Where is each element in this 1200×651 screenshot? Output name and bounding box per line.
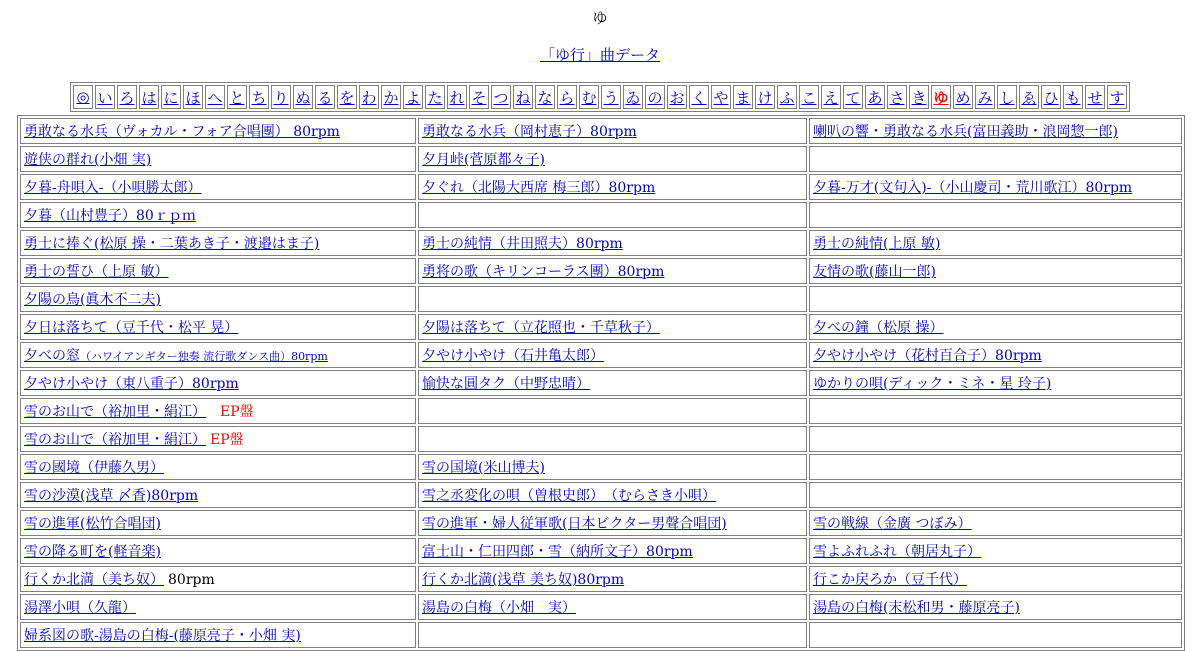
table-cell: [809, 146, 1182, 172]
song-link[interactable]: 湯澤小唄（久龍）: [24, 600, 136, 616]
table-row: [20, 230, 1182, 256]
kana-link[interactable]: す: [1107, 85, 1127, 109]
song-link[interactable]: 雪の進軍・婦人従軍歌(日本ビクター男聲合唱団): [422, 516, 727, 532]
song-link[interactable]: 夕暮（山村豊子）80ｒｐｍ: [24, 208, 196, 224]
table-row: [20, 594, 1182, 620]
table-cell: [20, 426, 416, 452]
kana-link[interactable]: ゆ: [931, 85, 951, 109]
table-cell: [20, 538, 416, 564]
table-row: [20, 398, 1182, 424]
table-cell: [20, 342, 416, 368]
subtitle: [0, 45, 1200, 65]
song-link[interactable]: 夕やけ小やけ（石井亀太郎）: [422, 348, 605, 364]
table-row: [20, 510, 1182, 536]
table-cell: [809, 594, 1182, 620]
kana-link[interactable]: き: [909, 85, 929, 109]
table-row: [20, 482, 1182, 508]
table-row: [20, 538, 1182, 564]
table-row: [20, 174, 1182, 200]
kana-link[interactable]: は: [139, 85, 159, 109]
table-cell: [809, 118, 1182, 144]
song-link[interactable]: 行くか北満(浅草 美ち奴)80rpm: [422, 572, 625, 588]
kana-link[interactable]: る: [315, 85, 335, 109]
table-cell: [418, 454, 807, 480]
kana-link[interactable]: へ: [205, 85, 225, 109]
kana-link[interactable]: う: [601, 85, 621, 109]
song-link[interactable]: 雪之丞変化の唄（曽根史郎） （むらさき小唄）: [422, 488, 717, 504]
kana-link[interactable]: こ: [799, 85, 819, 109]
table-cell: [809, 258, 1182, 284]
table-cell: [809, 510, 1182, 536]
song-link-note: （ハワイアンギター独奏 流行歌ダンス曲）80rpm: [80, 350, 328, 363]
song-link[interactable]: 夕やけ小やけ（東八重子）80rpm: [24, 376, 239, 392]
page-title: ゆ: [592, 9, 608, 27]
kana-link[interactable]: や: [711, 85, 731, 109]
kana-link[interactable]: の: [645, 85, 665, 109]
table-cell: [809, 454, 1182, 480]
table-cell: [20, 454, 416, 480]
table-cell: [418, 174, 807, 200]
song-link[interactable]: [24, 348, 328, 364]
kana-link[interactable]: ふ: [777, 85, 797, 109]
kana-link[interactable]: ほ: [183, 85, 203, 109]
table-cell: [20, 146, 416, 172]
table-row: [20, 118, 1182, 144]
subtitle-link[interactable]: 「ゆ行」曲データ: [539, 46, 660, 64]
song-link-title: 夕べの窓: [24, 348, 80, 364]
table-cell: [418, 510, 807, 536]
table-row: [20, 370, 1182, 396]
kana-link[interactable]: て: [843, 85, 863, 109]
song-link[interactable]: 勇士の純情（井田照夫）80rpm: [422, 236, 623, 252]
table-cell: [809, 426, 1182, 452]
table-cell: [418, 146, 807, 172]
table-row: [20, 454, 1182, 480]
kana-link[interactable]: ち: [249, 85, 269, 109]
speed-note: 80rpm: [168, 572, 215, 588]
kana-link[interactable]: ね: [513, 85, 533, 109]
song-link[interactable]: 雪の国境(米山博夫): [422, 460, 545, 476]
song-link[interactable]: 夕月峠(菅原都々子): [422, 152, 545, 168]
song-link[interactable]: 勇敢なる水兵（ヴォカル・フォア合唱團） 80rpm: [24, 124, 340, 140]
table-cell: [418, 482, 807, 508]
table-cell: [809, 370, 1182, 396]
song-link[interactable]: 湯島の白梅(末松和男・藤原亮子): [813, 600, 1020, 616]
kana-link[interactable]: そ: [469, 85, 489, 109]
song-link[interactable]: 喇叭の響・勇敢なる水兵(富田義助・浪岡惣一郎): [813, 124, 1118, 140]
kana-link[interactable]: ま: [733, 85, 753, 109]
table-cell: [809, 174, 1182, 200]
format-note: EP盤: [210, 432, 244, 448]
table-row: [20, 202, 1182, 228]
kana-link[interactable]: め: [953, 85, 973, 109]
table-cell: [809, 398, 1182, 424]
kana-link[interactable]: お: [667, 85, 687, 109]
song-table: [17, 115, 1185, 651]
table-cell: [418, 538, 807, 564]
song-link[interactable]: 婦系図の歌-湯島の白梅-(藤原亮子・小畑 実): [24, 628, 301, 644]
song-link[interactable]: 夕ぐれ（北陽大西席 梅三郎）80rpm: [422, 180, 656, 196]
kana-link[interactable]: ◎: [73, 85, 93, 109]
table-row: [20, 286, 1182, 312]
table-cell: [418, 202, 807, 228]
table-cell: [20, 622, 416, 648]
table-cell: [20, 174, 416, 200]
table-cell: [418, 258, 807, 284]
song-link[interactable]: ゆかりの唄(ディック・ミネ・星 玲子): [813, 376, 1052, 392]
table-cell: [418, 230, 807, 256]
song-link[interactable]: 夕暮-舟唄入-（小唄勝太郎）: [24, 180, 202, 196]
song-link[interactable]: 雪よふれふれ（朝居丸子）: [813, 544, 982, 560]
kana-link[interactable]: み: [975, 85, 995, 109]
song-link[interactable]: 夕陽は落ちて（立花照也・千草秋子）: [422, 320, 660, 336]
table-cell: [20, 202, 416, 228]
table-cell: [20, 286, 416, 312]
song-link[interactable]: 愉快な圓タク（中野忠晴）: [422, 376, 591, 392]
table-cell: [20, 118, 416, 144]
table-cell: [418, 426, 807, 452]
table-cell: [20, 258, 416, 284]
table-row: [20, 146, 1182, 172]
kana-link[interactable]: ら: [557, 85, 577, 109]
table-cell: [20, 314, 416, 340]
song-link[interactable]: 勇士に捧ぐ(松原 操・二葉あき子・渡邉はま子): [24, 236, 320, 252]
table-cell: [809, 286, 1182, 312]
table-cell: [418, 622, 807, 648]
table-cell: [418, 398, 807, 424]
table-cell: [809, 202, 1182, 228]
song-link[interactable]: 雪の進軍(松竹合唱団): [24, 516, 161, 532]
table-cell: [809, 538, 1182, 564]
song-link[interactable]: 勇将の歌（キリンコーラス團）80rpm: [422, 264, 665, 280]
kana-link[interactable]: ゑ: [1019, 85, 1039, 109]
song-link[interactable]: 雪の降る町を(軽音楽): [24, 544, 161, 560]
kana-link[interactable]: と: [227, 85, 247, 109]
table-cell: [418, 594, 807, 620]
table-cell: [20, 566, 416, 592]
kana-navigation: [70, 82, 1130, 112]
kana-link[interactable]: ひ: [1041, 85, 1061, 109]
song-link[interactable]: 勇敢なる水兵（岡村恵子）80rpm: [422, 124, 637, 140]
table-cell: [418, 286, 807, 312]
song-link[interactable]: 遊侠の群れ(小畑 実): [24, 152, 152, 168]
kana-link[interactable]: あ: [865, 85, 885, 109]
song-link[interactable]: 雪の國境（伊藤久男）: [24, 460, 164, 476]
kana-link[interactable]: も: [1063, 85, 1083, 109]
song-link[interactable]: 夕日は落ちて（豆千代・松平 晃）: [24, 320, 239, 336]
table-cell: [20, 482, 416, 508]
kana-link[interactable]: ゐ: [623, 85, 643, 109]
song-link[interactable]: 夕やけ小やけ（花村百合子）80rpm: [813, 348, 1042, 364]
song-link[interactable]: 友情の歌(藤山一郎): [813, 264, 936, 280]
table-cell: [20, 510, 416, 536]
table-cell: [418, 566, 807, 592]
table-row: [20, 426, 1182, 452]
song-link[interactable]: 湯島の白梅（小畑 実）: [422, 600, 577, 616]
table-row: [20, 622, 1182, 648]
kana-link[interactable]: い: [95, 85, 115, 109]
kana-link[interactable]: よ: [403, 85, 423, 109]
table-cell: [809, 314, 1182, 340]
table-row: [20, 258, 1182, 284]
kana-link[interactable]: え: [821, 85, 841, 109]
table-row: [20, 566, 1182, 592]
song-link[interactable]: 勇士の純情(上原 敏): [813, 236, 941, 252]
kana-link[interactable]: な: [535, 85, 555, 109]
song-link[interactable]: 夕べの鐘（松原 操）: [813, 320, 944, 336]
table-cell: [809, 622, 1182, 648]
kana-link[interactable]: ぬ: [293, 85, 313, 109]
kana-link[interactable]: ろ: [117, 85, 137, 109]
format-note: EP盤: [220, 404, 254, 420]
song-link[interactable]: 雪のお山で（裕加里・絹江）: [24, 432, 206, 448]
song-link[interactable]: 雪の戦線（金廣 つぼみ）: [813, 516, 972, 532]
table-cell: [418, 314, 807, 340]
song-link[interactable]: 富士山・仁田四郎・雪（納所文子）80rpm: [422, 544, 693, 560]
kana-link[interactable]: せ: [1085, 85, 1105, 109]
kana-link[interactable]: に: [161, 85, 181, 109]
song-link[interactable]: 雪のお山で（裕加里・絹江）: [24, 404, 206, 420]
kana-link[interactable]: け: [755, 85, 775, 109]
table-cell: [418, 370, 807, 396]
kana-link[interactable]: し: [997, 85, 1017, 109]
kana-link[interactable]: わ: [359, 85, 379, 109]
kana-link[interactable]: れ: [447, 85, 467, 109]
table-cell: [809, 482, 1182, 508]
table-row: [20, 342, 1182, 368]
table-cell: [809, 566, 1182, 592]
song-link[interactable]: 行くか北満（美ち奴）: [24, 572, 164, 588]
kana-link[interactable]: つ: [491, 85, 511, 109]
table-cell: [809, 342, 1182, 368]
table-cell: [809, 230, 1182, 256]
kana-link[interactable]: か: [381, 85, 401, 109]
kana-link[interactable]: り: [271, 85, 291, 109]
song-link[interactable]: 勇士の誓ひ（上原 敏）: [24, 264, 169, 280]
song-link[interactable]: 雪の沙漠(浅草 〆香)80rpm: [24, 488, 199, 504]
kana-link[interactable]: を: [337, 85, 357, 109]
table-cell: [418, 118, 807, 144]
table-cell: [20, 398, 416, 424]
kana-link[interactable]: た: [425, 85, 445, 109]
kana-link[interactable]: む: [579, 85, 599, 109]
song-link[interactable]: 行こか戻ろか（豆千代）: [813, 572, 968, 588]
song-link[interactable]: 夕陽の鳥(眞木不二夫): [24, 292, 161, 308]
kana-link[interactable]: く: [689, 85, 709, 109]
table-cell: [20, 370, 416, 396]
table-cell: [20, 594, 416, 620]
kana-link[interactable]: さ: [887, 85, 907, 109]
song-link[interactable]: 夕暮-万才(文句入)-（小山慶司・荒川歌江）80rpm: [813, 180, 1133, 196]
table-row: [20, 314, 1182, 340]
table-cell: [418, 342, 807, 368]
table-cell: [20, 230, 416, 256]
